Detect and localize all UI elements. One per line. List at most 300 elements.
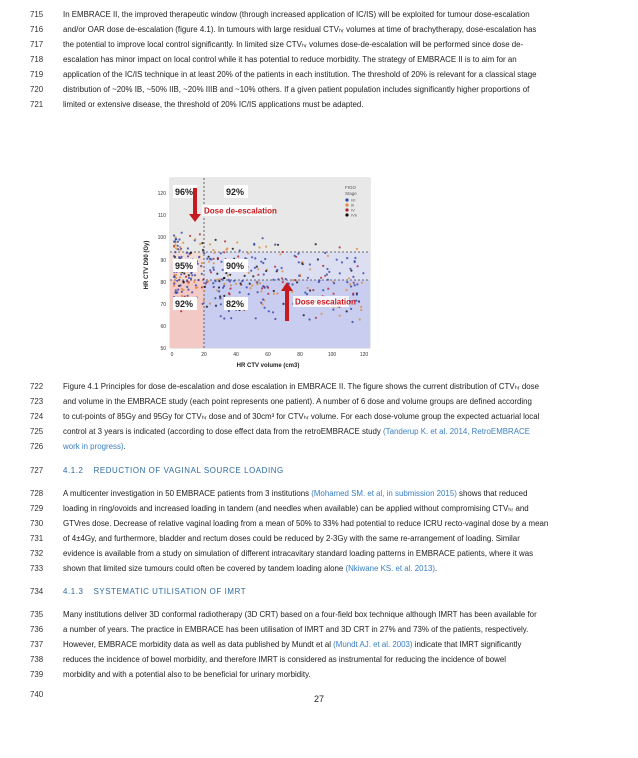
line-number: 735 [30, 610, 44, 619]
text-line: 719 application of the IC/IS technique in at least 20% of the patients in each institution. The threshold of 20% is relevant for a classical stage [0, 67, 638, 82]
patient-point [247, 252, 249, 254]
patient-point [322, 265, 324, 267]
patient-point [209, 303, 211, 305]
legend-marker [345, 213, 348, 216]
patient-point [225, 249, 227, 251]
patient-point [296, 281, 298, 283]
citation-link[interactable]: (Tanderup K. et al. 2014, RetroEMBRACE [383, 427, 530, 436]
line-number: 718 [30, 55, 44, 64]
line-number: 717 [30, 40, 44, 49]
patient-point [182, 289, 184, 291]
patient-point [268, 310, 270, 312]
text-line: 728 A multicenter investigation in 50 EMBRACE patients from 3 institutions (Mohamed SM. et al, in submission 2015) shows that reduced [0, 486, 638, 501]
pct-label-mid-left: 95% [175, 261, 194, 271]
text-line: 723 and volume in the EMBRACE study (each point represents one patient). A number of 6 dose and volume groups are defined according [0, 394, 638, 409]
patient-point [177, 289, 179, 291]
patient-point [200, 265, 202, 267]
patient-point [219, 278, 221, 280]
patient-point [222, 269, 224, 271]
patient-point [207, 280, 209, 282]
patient-point [324, 252, 326, 254]
patient-point [188, 277, 190, 279]
patient-point [194, 238, 196, 240]
patient-point [190, 278, 192, 280]
patient-point [292, 279, 294, 281]
patient-point [257, 268, 259, 270]
patient-point [254, 267, 256, 269]
x-tick: 80 [297, 352, 303, 358]
patient-point [218, 286, 220, 288]
patient-point [220, 315, 222, 317]
citation-link[interactable]: (Mundt AJ. et al. 2003) [333, 640, 413, 649]
patient-point [225, 272, 227, 274]
patient-point [181, 291, 183, 293]
y-tick: 120 [157, 191, 166, 197]
patient-point [257, 291, 259, 293]
patient-point [254, 257, 256, 259]
patient-point [333, 282, 335, 284]
patient-point [326, 273, 328, 275]
patient-point [264, 258, 266, 260]
patient-point [244, 257, 246, 259]
patient-point [195, 287, 197, 289]
patient-point [206, 258, 208, 260]
y-tick: 100 [157, 235, 166, 241]
section-number: 4.1.3 [63, 587, 84, 596]
line-number: 722 [30, 382, 44, 391]
y-tick: 70 [160, 302, 166, 308]
legend-item: I/II [351, 197, 356, 203]
section-title: SYSTEMATIC UTILISATION OF IMRT [93, 587, 247, 596]
patient-point [179, 249, 181, 251]
patient-point [187, 247, 189, 249]
patient-point [224, 240, 226, 242]
x-axis-label: HR CTV volume (cm3) [236, 363, 300, 369]
patient-point [178, 238, 180, 240]
patient-point [215, 305, 217, 307]
pct-label-top-right: 92% [226, 187, 245, 197]
text-line: 724 to cut-points of 85Gy and 95Gy for CTVₕᵣ dose and of 30cm³ for CTVₕᵣ volume. For each dose-volume group the expected actuarial local [0, 409, 638, 424]
patient-point [346, 257, 348, 259]
patient-point [213, 252, 215, 254]
patient-point [177, 245, 179, 247]
patient-point [209, 243, 211, 245]
patient-point [174, 244, 176, 246]
patient-point [214, 280, 216, 282]
patient-point [173, 283, 175, 285]
patient-point [327, 255, 329, 257]
patient-point [241, 280, 243, 282]
patient-point [186, 252, 188, 254]
patient-point [273, 290, 275, 292]
patient-point [173, 276, 175, 278]
line-number: 721 [30, 100, 44, 109]
line-number: 720 [30, 85, 44, 94]
patient-point [302, 261, 304, 263]
patient-point [302, 263, 304, 265]
patient-point [360, 306, 362, 308]
patient-point [232, 248, 234, 250]
patient-point [180, 310, 182, 312]
patient-point [274, 318, 276, 320]
patient-point [213, 286, 215, 288]
x-ticks [171, 352, 369, 358]
pct-label-top-left: 96% [175, 187, 194, 197]
patient-point [308, 318, 310, 320]
patient-point [223, 283, 225, 285]
patient-point [357, 265, 359, 267]
patient-point [181, 232, 183, 234]
line-number: 725 [30, 427, 44, 436]
patient-point [244, 275, 246, 277]
patient-point [265, 270, 267, 272]
patient-point [350, 270, 352, 272]
patient-point [208, 261, 210, 263]
citation-link[interactable]: (Mohamed SM. et al, in submission 2015) [311, 489, 457, 498]
patient-point [210, 271, 212, 273]
legend-marker [345, 203, 348, 206]
y-tick: 80 [160, 280, 166, 286]
x-tick: 20 [201, 352, 207, 358]
dose-volume-plot [140, 170, 380, 375]
patient-point [281, 277, 283, 279]
patient-point [180, 273, 182, 275]
patient-point [264, 287, 266, 289]
patient-point [276, 292, 278, 294]
text-line: 735 Many institutions deliver 3D conformal radiotherapy (3D CRT) based on a four-field box technique although IMRT has been available for [0, 607, 638, 622]
patient-point [298, 261, 300, 263]
patient-point [262, 237, 264, 239]
patient-point [309, 268, 311, 270]
patient-point [197, 263, 199, 265]
patient-point [281, 270, 283, 272]
patient-point [187, 289, 189, 291]
patient-point [178, 279, 180, 281]
patient-point [260, 290, 262, 292]
line-number: 715 [30, 10, 44, 19]
legend-marker [345, 208, 348, 211]
patient-point [349, 283, 351, 285]
patient-point [350, 308, 352, 310]
patient-point [176, 280, 178, 282]
patient-point [183, 281, 185, 283]
patient-point [195, 284, 197, 286]
patient-point [216, 289, 218, 291]
legend-marker [345, 198, 348, 201]
patient-point [339, 246, 341, 248]
patient-point [186, 280, 188, 282]
patient-point [227, 274, 229, 276]
patient-point [201, 262, 203, 264]
patient-point [320, 277, 322, 279]
patient-point [236, 241, 238, 243]
patient-point [189, 235, 191, 237]
citation-link[interactable]: work in progress) [63, 442, 124, 451]
patient-point [294, 255, 296, 257]
patient-point [173, 255, 175, 257]
patient-point [307, 287, 309, 289]
citation-link[interactable]: (Nkiwane KS. et al. 2013) [345, 564, 435, 573]
patient-point [182, 242, 184, 244]
patient-point [176, 291, 178, 293]
patient-point [251, 284, 253, 286]
patient-point [235, 283, 237, 285]
pct-label-low-right: 82% [226, 299, 245, 309]
dose-deescalation-label: Dose de-escalation [204, 206, 277, 216]
patient-point [258, 246, 260, 248]
text-line: 725 control at 3 years is indicated (according to dose effect data from the retroEMBRACE study (Tanderup K. et al. 2014, RetroEMBRACE [0, 424, 638, 439]
line-number: 727 [30, 466, 44, 475]
text-line: 738 reduces the incidence of bowel morbidity, and therefore IMRT is considered as instrumental for reducing the incidence of bowel [0, 652, 638, 667]
patient-point [223, 251, 225, 253]
patient-point [326, 268, 328, 270]
patient-point [173, 285, 175, 287]
x-tick: 120 [359, 352, 369, 358]
patient-point [267, 287, 269, 289]
patient-point [179, 276, 181, 278]
legend-item: IV [351, 207, 355, 213]
patient-point [246, 286, 248, 288]
patient-point [174, 251, 176, 253]
patient-point [180, 256, 182, 258]
patient-point [213, 269, 215, 271]
text-line: 726 work in progress). [0, 439, 638, 454]
patient-point [175, 289, 177, 291]
patient-point [256, 266, 258, 268]
patient-point [327, 279, 329, 281]
patient-point [262, 298, 264, 300]
patient-point [175, 238, 177, 240]
line-number: 729 [30, 504, 44, 513]
patient-point [356, 283, 358, 285]
patient-point [315, 317, 317, 319]
x-tick: 40 [233, 352, 239, 358]
section-heading-4-1-2 [0, 463, 638, 478]
patient-point [198, 256, 200, 258]
patient-point [353, 282, 355, 284]
patient-point [274, 244, 276, 246]
patient-point [217, 257, 219, 259]
patient-point [277, 278, 279, 280]
patient-point [264, 307, 266, 309]
patient-point [255, 317, 257, 319]
text-line: 722 Figure 4.1 Principles for dose de-escalation and dose escalation in EMBRACE II. The figure shows the current distribution of CTVₕᵣ dose [0, 379, 638, 394]
line-number: 723 [30, 397, 44, 406]
patient-point [291, 291, 293, 293]
section-heading-4-1-3 [0, 584, 638, 599]
line-number: 736 [30, 625, 44, 634]
patient-point [191, 274, 193, 276]
x-tick: 60 [265, 352, 271, 358]
patient-point [356, 294, 358, 296]
patient-point [219, 295, 221, 297]
patient-point [230, 317, 232, 319]
patient-point [201, 242, 203, 244]
pct-label-mid-right: 90% [226, 261, 245, 271]
page-number: 27 [313, 694, 324, 704]
patient-point [177, 241, 179, 243]
patient-point [350, 285, 352, 287]
y-axis-label: HR CTV D90 (Gy) [144, 240, 150, 290]
patient-point [322, 289, 324, 291]
patient-point [306, 293, 308, 295]
patient-point [333, 293, 335, 295]
patient-point [215, 239, 217, 241]
patient-point [297, 253, 299, 255]
patient-point [352, 293, 354, 295]
patient-point [359, 318, 361, 320]
patient-point [348, 277, 350, 279]
y-tick: 110 [158, 213, 166, 219]
patient-point [220, 261, 222, 263]
patient-point [249, 283, 251, 285]
patient-point [285, 278, 287, 280]
patient-point [199, 233, 201, 235]
text-line: 733 shown that limited size tumours could often be covered by tandem loading alone (Nkiwane KS. et al. 2013). [0, 561, 638, 576]
patient-point [312, 289, 314, 291]
y-tick: 60 [160, 324, 166, 330]
patient-point [223, 317, 225, 319]
patient-point [221, 278, 223, 280]
patient-point [202, 249, 204, 251]
patient-point [239, 291, 241, 293]
patient-point [259, 282, 261, 284]
text-line: 732 evidence is available from a study on simulation of different intracavitary standard loading patterns in EMBRACE patients, where it was [0, 546, 638, 561]
patient-point [282, 251, 284, 253]
patient-point [339, 315, 341, 317]
patient-point [229, 293, 231, 295]
patient-point [360, 309, 362, 311]
y-ticks [158, 191, 167, 352]
patient-point [216, 279, 218, 281]
patient-point [262, 262, 264, 264]
text-line: 721 limited or extensive disease, the threshold of 20% IC/IS applications must be adapted. [0, 97, 638, 112]
legend-item: III [351, 202, 355, 208]
text-line: 729 loading in ring/ovoids and increased loading in tandem (and needles when available) can be applied without compromising CTVₕᵣ and [0, 501, 638, 516]
text-line: 716 and/or OAR dose de-escalation (figure 4.1). In tumours with large residual CTVₕᵣ volumes at time of brachytherapy, dose-escalation has [0, 22, 638, 37]
patient-point [299, 274, 301, 276]
pct-label-low-left: 92% [175, 299, 194, 309]
patient-point [206, 306, 208, 308]
text-line: 718 escalation has minor impact on local control while it has potential to reduce morbidity. The strategy of EMBRACE II is to aim for an [0, 52, 638, 67]
patient-point [274, 266, 276, 268]
patient-point [203, 300, 205, 302]
patient-point [346, 310, 348, 312]
patient-point [354, 257, 356, 259]
patient-point [307, 277, 309, 279]
patient-point [187, 295, 189, 297]
patient-point [321, 313, 323, 315]
patient-point [248, 293, 250, 295]
text-line: 717 the potential to improve local control significantly. In limited size CTVₕᵣ volumes dose-de-escalation will be performed since dose de- [0, 37, 638, 52]
patient-point [208, 256, 210, 258]
patient-point [199, 243, 201, 245]
patient-point [201, 286, 203, 288]
patient-point [339, 272, 341, 274]
patient-point [188, 282, 190, 284]
patient-point [223, 277, 225, 279]
patient-point [228, 310, 230, 312]
patient-point [362, 272, 364, 274]
patient-point [263, 273, 265, 275]
legend-title: FIGO [345, 185, 356, 190]
text-line: 715 In EMBRACE II, the improved therapeutic window (through increased application of IC/IS) will be exploited for tumour dose-escalation [0, 7, 638, 22]
patient-point [213, 262, 215, 264]
line-number: 734 [30, 587, 44, 596]
patient-point [281, 267, 283, 269]
patient-point [233, 280, 235, 282]
y-tick: 50 [160, 346, 166, 352]
patient-point [358, 300, 360, 302]
patient-point [191, 291, 193, 293]
patient-point [186, 286, 188, 288]
figure-4-1 [140, 170, 380, 375]
patient-point [201, 273, 203, 275]
patient-point [179, 284, 181, 286]
patient-point [260, 302, 262, 304]
patient-point [216, 273, 218, 275]
patient-point [194, 274, 196, 276]
patient-point [212, 267, 214, 269]
patient-point [257, 274, 259, 276]
patient-point [303, 314, 305, 316]
patient-point [202, 278, 204, 280]
patient-point [229, 288, 231, 290]
patient-point [277, 244, 279, 246]
x-tick: 100 [327, 352, 337, 358]
text-line: 731 of 4±4Gy, and furthermore, bladder and rectum doses could be reduced by 2-3Gy with the same re-arrangement of loading. Similar [0, 531, 638, 546]
patient-point [328, 271, 330, 273]
line-number: 732 [30, 549, 44, 558]
patient-point [223, 295, 225, 297]
line-number: 737 [30, 640, 44, 649]
patient-point [282, 303, 284, 305]
patient-point [304, 292, 306, 294]
patient-point [213, 258, 215, 260]
patient-point [240, 282, 242, 284]
patient-point [248, 272, 250, 274]
patient-point [193, 281, 195, 283]
patient-point [252, 275, 254, 277]
patient-point [190, 252, 192, 254]
patient-point [336, 259, 338, 261]
patient-point [351, 321, 353, 323]
line-number: 728 [30, 489, 44, 498]
patient-point [205, 282, 207, 284]
patient-point [212, 249, 214, 251]
patient-point [272, 311, 274, 313]
patient-point [204, 286, 206, 288]
patient-point [237, 255, 239, 257]
patient-point [209, 269, 211, 271]
patient-point [220, 303, 222, 305]
line-number: 726 [30, 442, 44, 451]
patient-point [276, 269, 278, 271]
patient-point [354, 260, 356, 262]
patient-point [282, 281, 284, 283]
legend-item: IVb [351, 212, 358, 218]
line-number: 739 [30, 670, 44, 679]
text-line: 736 a number of years. The practice in EMBRACE has been utilisation of IMRT and 3D CRT in 27% and 73% of the patients, respectively. [0, 622, 638, 637]
patient-point [229, 280, 231, 282]
dose-escalation-label: Dose escalation [295, 297, 356, 307]
patient-point [317, 258, 319, 260]
patient-point [332, 309, 334, 311]
line-number: 731 [30, 534, 44, 543]
patient-point [202, 303, 204, 305]
patient-point [251, 256, 253, 258]
patient-point [181, 295, 183, 297]
